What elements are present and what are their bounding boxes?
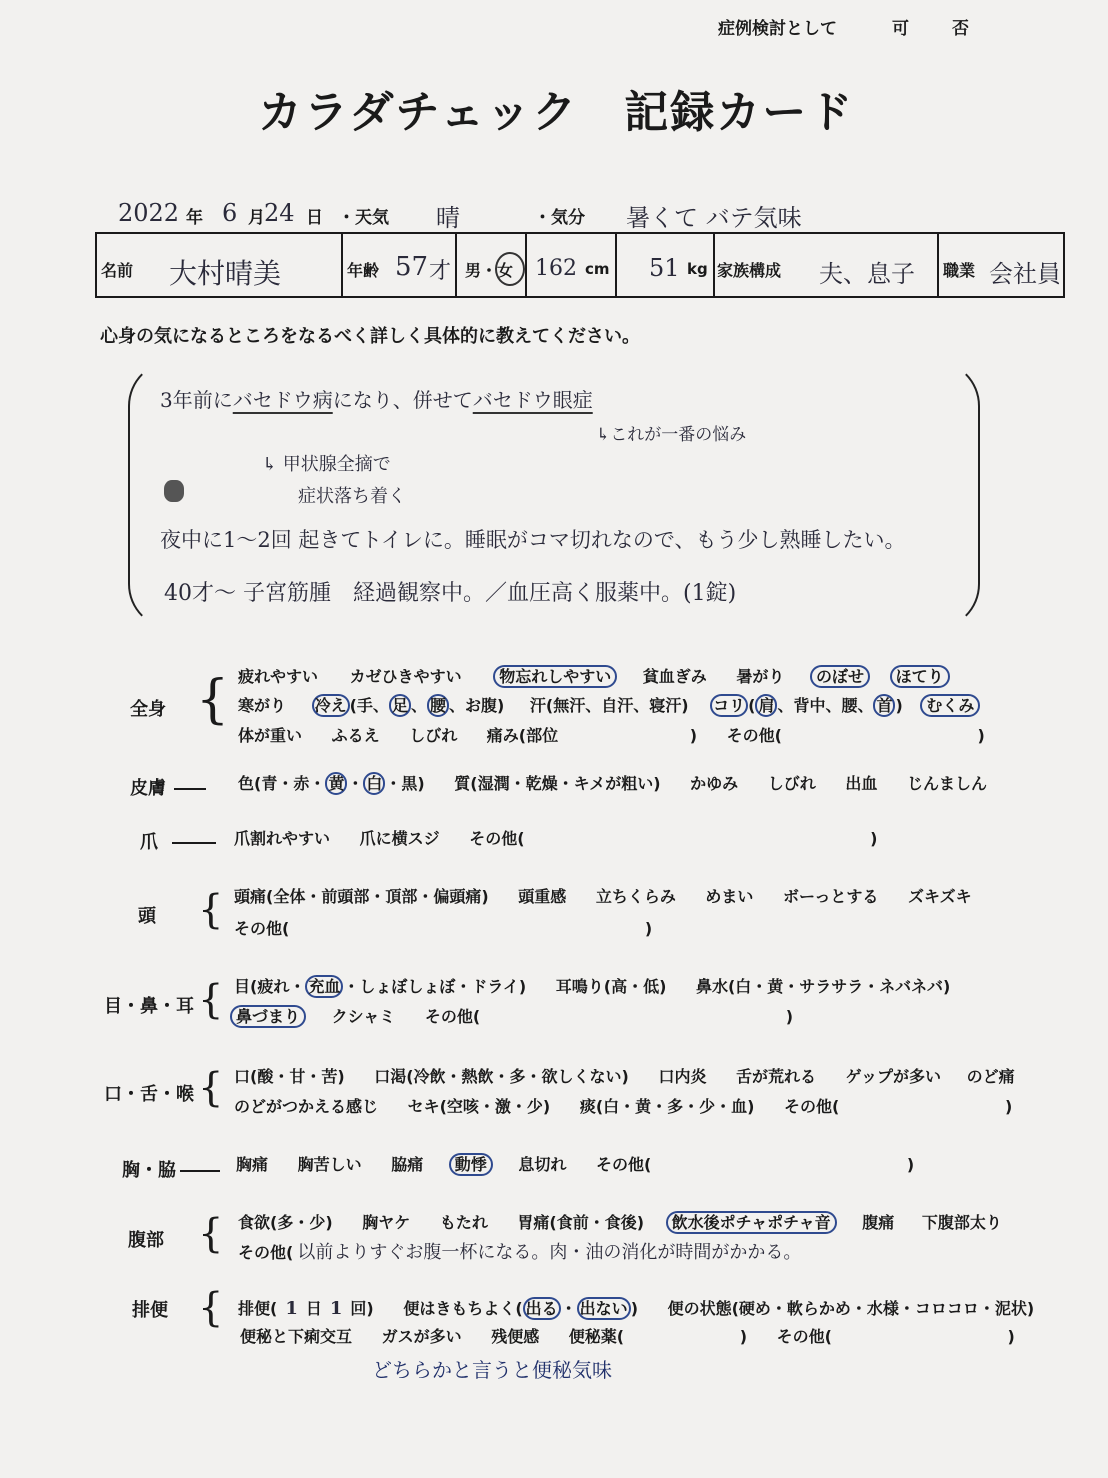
atama-row-1: 頭痛(全体・前頭部・頂部・偏頭痛) 頭重感 立ちくらみ めまい ボーっとする ズキズキ [234,887,972,906]
section-fukubu-label: 腹部 [128,1230,164,1251]
section-haiben-label: 排便 [132,1300,168,1321]
review-ok: 可 [892,19,909,39]
name-value: 大村晴美 [169,257,282,290]
notes-line-4: 症状落ち着く [298,486,406,507]
zenshin-row-3: 体が重い ふるえ しびれ 痛み(部位 ) その他( ) [238,726,985,745]
haiben-row-1: 排便( 1 日 1 回) 便はきもちよく( 出る ・ 出ない ) 便の状態(硬め・軟らかめ・水様・コロコロ・泥状) [238,1298,1035,1319]
weight-value: 51 [649,254,680,282]
height-value: 162 [535,256,577,281]
hifu-row: 色(青・赤・ 黄 ・ 白 ・黒) 質(湿潤・乾燥・キメが粗い) かゆみ しびれ 出血 じんましん [238,774,987,793]
job-value: 会社員 [989,260,1061,288]
height-unit: cm [585,260,610,278]
notes-line-1: 3年前にバセドウ病になり、併せてバセドウ眼症 [160,388,593,412]
fukubu-row-2: その他( 以前よりすぐお腹一杯になる。肉・油の消化が時間がかかる。 [238,1242,802,1263]
job-cell [939,234,1063,296]
notes-line-5: 夜中に1〜2回 起きてトイレに。睡眠がコマ切れなので、もう少し熟睡したい。 [160,528,906,552]
scribble-mark [164,480,184,502]
family-cell [715,234,939,296]
date-day-unit: 日 [306,208,323,228]
weather-label: ・天気 [338,208,389,228]
review-label: 症例検討として [718,19,837,39]
zenshin-brace: { [196,670,230,730]
tsume-row: 爪割れやすい 爪に横スジ その他( ) [234,829,878,848]
instruction-text: 心身の気になるところをなるべく詳しく具体的に教えてください。 [100,326,640,347]
mood-label: ・気分 [534,208,585,228]
me-row-2: 鼻づまり クシャミ その他( ) [230,1004,793,1027]
fukubu-row-1: 食欲(多・少) 胸ヤケ もたれ 胃痛(食前・食後) 飲水後ポチャポチャ音 腹痛 下腹部太り [238,1213,1002,1232]
atama-brace: { [198,887,224,933]
name-label: 名前 [101,261,134,280]
haiben-row-2: 便秘と下痢交互 ガスが多い 残便感 便秘薬( ) その他( ) [240,1327,1015,1346]
zenshin-row-2: 寒がり 冷え (手、 足 、 腰 、お腹) 汗(無汗、自汗、寝汗) コリ ( 肩 、背中、腰、 首 ) むくみ [238,693,980,716]
kuchi-row-1: 口(酸・甘・苦) 口渇(冷飲・熱飲・多・欲しくない) 口内炎 舌が荒れる ゲップが多い のど痛 [234,1067,1015,1086]
family-label: 家族構成 [717,261,782,280]
age-label: 年齢 [347,261,380,280]
sex-selected-circle [495,252,525,286]
height-cell [527,234,617,296]
fukubu-brace: { [198,1211,224,1257]
date-month: 6 [222,199,238,227]
sex-label: 男・女 [465,261,514,280]
section-tsume-label: 爪 [140,828,224,854]
mune-row: 胸痛 胸苦しい 脇痛 動悸 息切れ その他( ) [236,1155,915,1174]
review-ng: 否 [952,19,969,39]
age-unit: 才 [429,259,452,284]
kuchi-brace: { [198,1065,224,1111]
notes-line-3: ↳ 甲状腺全摘で [262,454,391,475]
me-row-1: 目(疲れ・ 充血 ・しょぼしょぼ・ドライ) 耳鳴り(高・低) 鼻水(白・黄・サラサラ・ネバネバ) [234,977,951,996]
section-atama-label: 頭 [138,906,156,927]
date-year: 2022 [118,199,180,227]
sex-cell [457,234,527,296]
family-value: 夫、息子 [819,260,915,288]
weather-value: 晴 [436,204,460,232]
atama-row-2: その他( ) [234,919,653,938]
section-kuchi-label: 口・舌・喉 [104,1084,194,1105]
section-hifu-label: 皮膚 [130,774,214,800]
info-table [95,232,1065,298]
kuchi-row-2: のどがつかえる感じ セキ(空咳・激・少) 痰(白・黄・多・少・血) その他( ) [234,1097,1013,1116]
section-mune-label: 胸・脇 [122,1156,228,1182]
notes-line-2: ↳これが一番の悩み [596,425,747,445]
job-label: 職業 [943,261,976,280]
section-zenshin-label: 全身 [130,699,166,720]
section-me-label: 目・鼻・耳 [104,996,194,1017]
haiben-note: どちらかと言うと便秘気味 [372,1358,612,1382]
date-year-unit: 年 [186,208,203,228]
page-title: カラダチェック 記録カード [258,87,855,138]
zenshin-row-1: 疲れやすい カゼひきやすい 物忘れしやすい 貧血ぎみ 暑がり のぼせ ほてり [238,664,950,687]
notes-line-6: 40才〜 子宮筋腫 経過観察中。／血圧高く服薬中。(1錠) [164,581,737,606]
haiben-brace: { [198,1285,224,1331]
name-cell [97,234,343,296]
age-cell [343,234,457,296]
mood-value: 暑くて バテ気味 [626,204,802,232]
weight-unit: kg [687,260,708,278]
weight-cell [617,234,715,296]
date-month-unit: 月 [248,208,265,228]
me-brace: { [198,977,224,1023]
date-day: 24 [264,199,295,227]
age-value: 57 [395,252,429,282]
